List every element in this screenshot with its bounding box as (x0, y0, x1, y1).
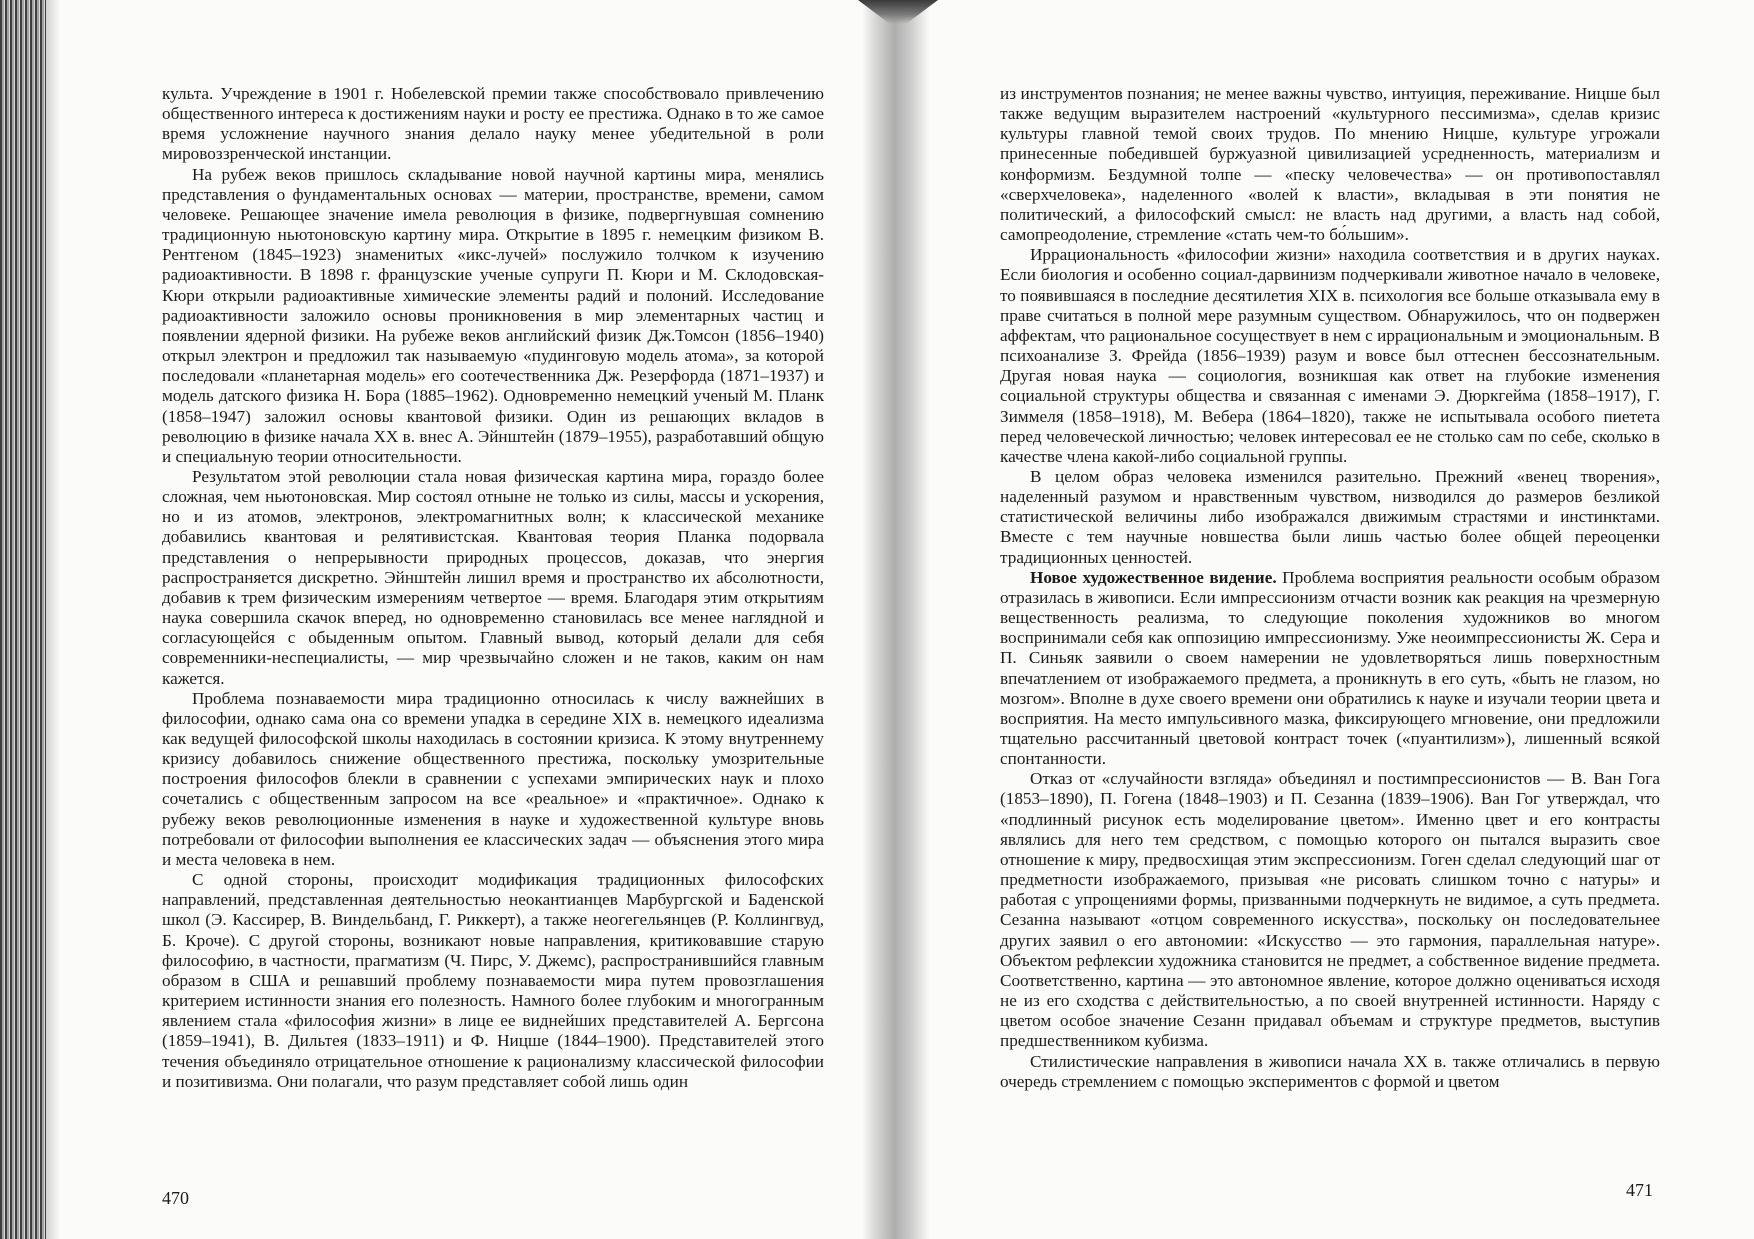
page-number-left: 470 (162, 1188, 189, 1208)
paragraph: На рубеж веков пришлось складывание новой научной картины мира, менялись представления о фундаментальных основах — материи, пространстве, времени, самом человеке. Решающее значение имела революция в физике, подвергнувшая сомнению традиционную ньютоновскую картину мира. Открытие в 1895 г. немецким физиком В. Рентгеном (1845–1923) знаменитых «икс-лучей» послужило толчком к изучению радиоактивности. В 1898 г. французские ученые супруги П. Кюри и М. Склодовская-Кюри открыли радиоактивные химические элементы радий и полоний. Исследование радиоактивности заложило основы проникновения в мир элементарных частиц и появлении ядерной физики. На рубеже веков английский физик Дж.Томсон (1856–1940) открыл электрон и предложил так называемую «пудинговую модель атома», за которой последовали «планетарная модель» его соотечественника Дж. Резерфорда (1871–1937) и модель датского физика Н. Бора (1885–1962). Одновременно немецкий ученый М. Планк (1858–1947) заложил основы квантовой физики. Один из решающих вкладов в революцию в физике начала XX в. внес А. Эйнштейн (1879–1955), разработавший общую и специальную теории относительности. (162, 164, 824, 466)
paragraph (1000, 568, 1660, 770)
paragraph: Иррациональность «философии жизни» находила соответствия и в других науках. Если биология и особенно социал-дарвинизм подчеркивали животное начало в человеке, то появившаяся в последние десятилетия XIX в. психология все больше отказывала ему в праве считаться в полной мере разумным существом. Обнаружилось, что он подвержен аффектам, что рациональное сосуществует в нем с иррациональным и эмоциональным. В психоанализе З. Фрейда (1856–1939) разум и вовсе был оттеснен бессознательным. Другая новая наука — социология, возникшая как ответ на глубокие изменения социальной структуры общества и связанная с именами Э. Дюркгейма (1858–1917), Г. Зиммеля (1858–1918), М. Вебера (1864–1820), также не испытывала особого пиетета перед человеческой личностью; человек интересовал ее не столько сам по себе, сколько в качестве члена какой-либо социальной группы. (1000, 245, 1660, 466)
page-edge-shadow (0, 0, 46, 1239)
right-page-text (1000, 84, 1660, 1092)
page-number-right: 471 (1626, 1180, 1653, 1200)
paragraph: С одной стороны, происходит модификация традиционных философских направлений, представленная деятельностью неокантианцев Марбургской и Баденской школ (Э. Кассирер, В. Виндельбанд, Г. Риккерт), а также неогегельянцев (Р. Коллингвуд, Б. Кроче). С другой стороны, возникают новые направления, критиковавшие старую философию, в частности, прагматизм (Ч. Пирс, У. Джемс), распространившийся главным образом в США и решавший проблему познаваемости мира путем провозглашения критерием истинности знания его полезность. Намного более глубоким и многогранным явлением стала «философия жизни» в лице ее виднейших представителей А. Бергсона (1859–1941), В. Дильтея (1833–1911) и Ф. Ницше (1844–1900). Представителей этого течения объединяло отрицательное отношение к рационализму классической философии и позитивизма. Они полагали, что разум представляет собой лишь один (162, 870, 824, 1091)
paragraph-body: Проблема восприятия реальности особым образом отразилась в живописи. Если импрессионизм отчасти возник как реакция на чрезмерную вещественность реализма, то следующие поколения художников во многом воспринимали себя как оппозицию импрессионизму. Уже неоимпрессионисты Ж. Сера и П. Синьяк заявили о своем намерении не удовлетворяться лишь поверхностным впечатлением от изображаемого предмета, а проникнуть в его суть, «быть не глазом, но мозгом». Вполне в духе своего времени они обратились к науке и изучали теории цвета и восприятия. На место импульсивного мазка, фиксирующего мгновение, они предложили тщательно рассчитанный цветовой контраст точек («пуантилизм»), лишенный всякой спонтанности. (1000, 567, 1660, 769)
paragraph: Отказ от «случайности взгляда» объединял и постимпрессионистов — В. Ван Гога (1853–1890), П. Гогена (1848–1903) и П. Сезанна (1839–1906). Ван Гог утверждал, что «подлинный рисунок есть моделирование цветом». Именно цвет и его контрасты являлись для него тем средством, с помощью которого он пытался выразить свое отношение к миру, предвосхищая этим экспрессионизм. Гоген сделал следующий шаг от предметности изображаемого, призывая «не рисовать слишком точно с натуры» и работая с упрощениями формы, призванными подчеркнуть не видимое, а суть предмета. Сезанна называют «отцом современного искусства», поскольку он последовательнее других заявил о его автономии: «Искусство — это гармония, параллельная натуре». Объектом рефлексии художника становится не предмет, а собственное видение предмета. Соответственно, картина — это автономное явление, которое должно оцениваться исходя не из его сходства с действительностью, а по своей внутренней истинности. Наряду с цветом особое значение Сезанн придавал объемам и структуре предметов, выступив предшественником кубизма. (1000, 769, 1660, 1051)
paragraph: Проблема познаваемости мира традиционно относилась к числу важнейших в философии, однако сама она со времени упадка в середине XIX в. немецкого идеализма как ведущей философской школы находилась в состоянии кризиса. К этому внутреннему кризису добавилось снижение общественного престижа, поскольку умозрительные построения философов блекли в сравнении с успехами эмпирических наук и плохо сочетались с общественным запросом на все «реальное» и «практичное». Однако к рубежу веков революционные изменения в науке и художественной культуре вновь потребовали от философии выполнения ее классических задач — объяснения этого мира и места человека в нем. (162, 688, 824, 869)
paragraph: из инструментов познания; не менее важны чувство, интуиция, переживание. Ницше был также ведущим выразителем настроений «культурного пессимизма», сделав кризис культуры главной темой своих трудов. По мнению Ницше, культуре угрожали принесенные победившей буржуазной цивилизацией усредненность, материализм и конформизм. Бездумной толпе — «песку человечества» — он противопоставлял «сверхчеловека», наделенного «волей к власти», вкладывая в эти понятия не политический, а философский смысл: не власть над другими, а власть над собой, самопреодоление, стремление «стать чем-то бо́льшим». (1000, 84, 1660, 245)
paragraph: Результатом этой революции стала новая физическая картина мира, гораздо более сложная, чем ньютоновская. Мир состоял отныне не только из силы, массы и ускорения, но и из атомов, электронов, электромагнитных волн; к классической механике добавились квантовая и релятивистская. Квантовая теория Планка подорвала представления о непрерывности природных процессов, доказав, что энергия распространяется дискретно. Эйнштейн лишил время и пространство их абсолютности, добавив к трем физическим измерениям четвертое — время. Благодаря этим открытиям наука совершила скачок вперед, но одновременно становилась все менее наглядной и согласующейся с обыденным опытом. Главный вывод, который делали для себя современники-неспециалисты, — мир чрезвычайно сложен и не таков, каким он нам кажется. (162, 466, 824, 688)
paragraph: В целом образ человека изменился разительно. Прежний «венец творения», наделенный разумом и нравственным чувством, низводился до размеров безликой статистической величины либо изображался движимым страстями и инстинктами. Вместе с тем научные новшества были лишь частью более общей переоценки традиционных ценностей. (1000, 466, 1660, 567)
left-page-text (162, 84, 824, 1092)
paragraph: культа. Учреждение в 1901 г. Нобелевской премии также способствовало привлечению общественного интереса к достижениям науки и росту ее престижа. Однако в то же самое время усложнение научного знания делало науку менее убедительной в роли мировоззренческой инстанции. (162, 84, 824, 164)
section-heading: Новое художественное видение. (1030, 567, 1277, 587)
paragraph: Стилистические направления в живописи начала XX в. также отличались в первую очередь стремлением с помощью экспериментов с формой и цветом (1000, 1051, 1660, 1091)
book-gutter (862, 0, 930, 1239)
